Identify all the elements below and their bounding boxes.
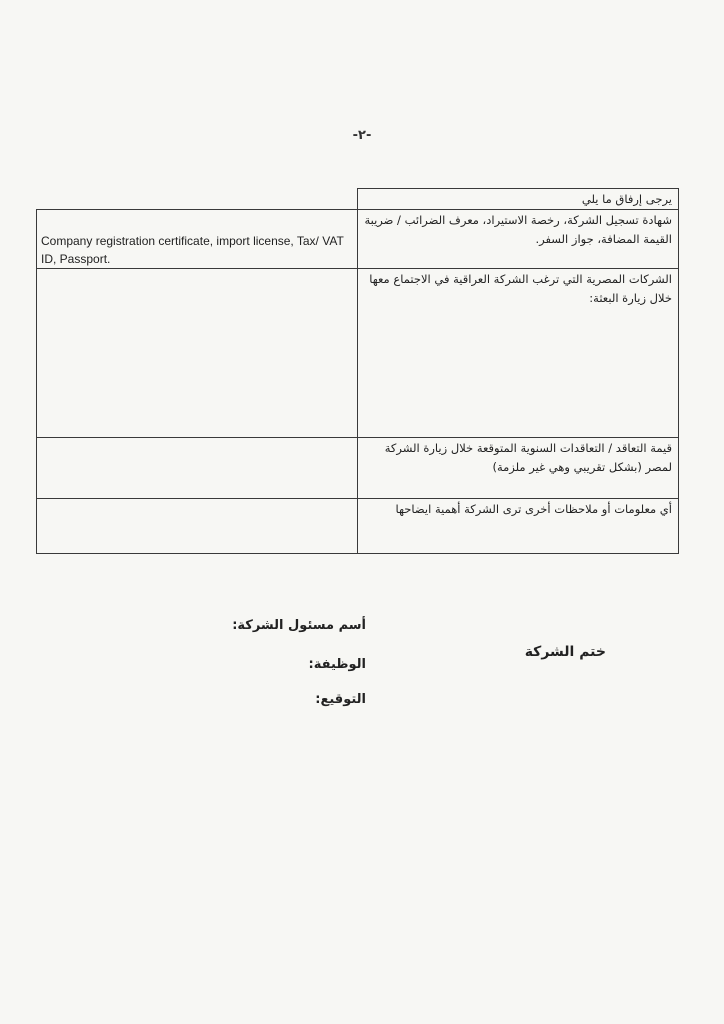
- empty-cell: [37, 189, 358, 210]
- egyptian-companies-value-cell[interactable]: [37, 269, 358, 438]
- documents-value-cell[interactable]: [37, 210, 358, 269]
- notes-label: أي معلومات أو ملاحظات أخرى ترى الشركة أهمية ايضاحها: [395, 502, 672, 516]
- attach-heading-cell: [358, 189, 679, 210]
- notes-value-cell[interactable]: [37, 499, 358, 554]
- page-number: -٢-: [352, 128, 372, 143]
- attachments-form-table: [36, 188, 679, 554]
- official-name-label: أسم مسئول الشركة:: [232, 618, 366, 633]
- attach-heading: يرجى إرفاق ما يلي: [581, 192, 672, 206]
- documents-value: Company registration certificate, import license, Tax/ VAT ID, Passport.: [41, 234, 344, 266]
- signature-label: التوقيع:: [315, 692, 366, 707]
- contract-label: قيمة التعاقد / التعاقدات السنوية المتوقعة خلال زيارة الشركة لمصر (بشكل تقريبي وهي غير ملزمة): [384, 441, 672, 474]
- table-row: [37, 269, 679, 438]
- job-title-label: الوظيفة:: [308, 657, 366, 672]
- egyptian-companies-label-cell: [358, 269, 679, 438]
- table-row: [37, 189, 679, 210]
- table-row: [37, 438, 679, 499]
- contract-value-cell[interactable]: [37, 438, 358, 499]
- egyptian-companies-label: الشركات المصرية التي ترغب الشركة العراقية في الاجتماع معها خلال زيارة البعثة:: [369, 272, 672, 305]
- documents-label: شهادة تسجيل الشركة، رخصة الاستيراد، معرف الضرائب / ضريبة القيمة المضافة، جواز السفر.: [364, 213, 672, 246]
- notes-label-cell: [358, 499, 679, 554]
- documents-label-cell: [358, 210, 679, 269]
- table-row: [37, 210, 679, 269]
- contract-label-cell: [358, 438, 679, 499]
- company-stamp-label: ختم الشركة: [524, 644, 606, 660]
- table-row: [37, 499, 679, 554]
